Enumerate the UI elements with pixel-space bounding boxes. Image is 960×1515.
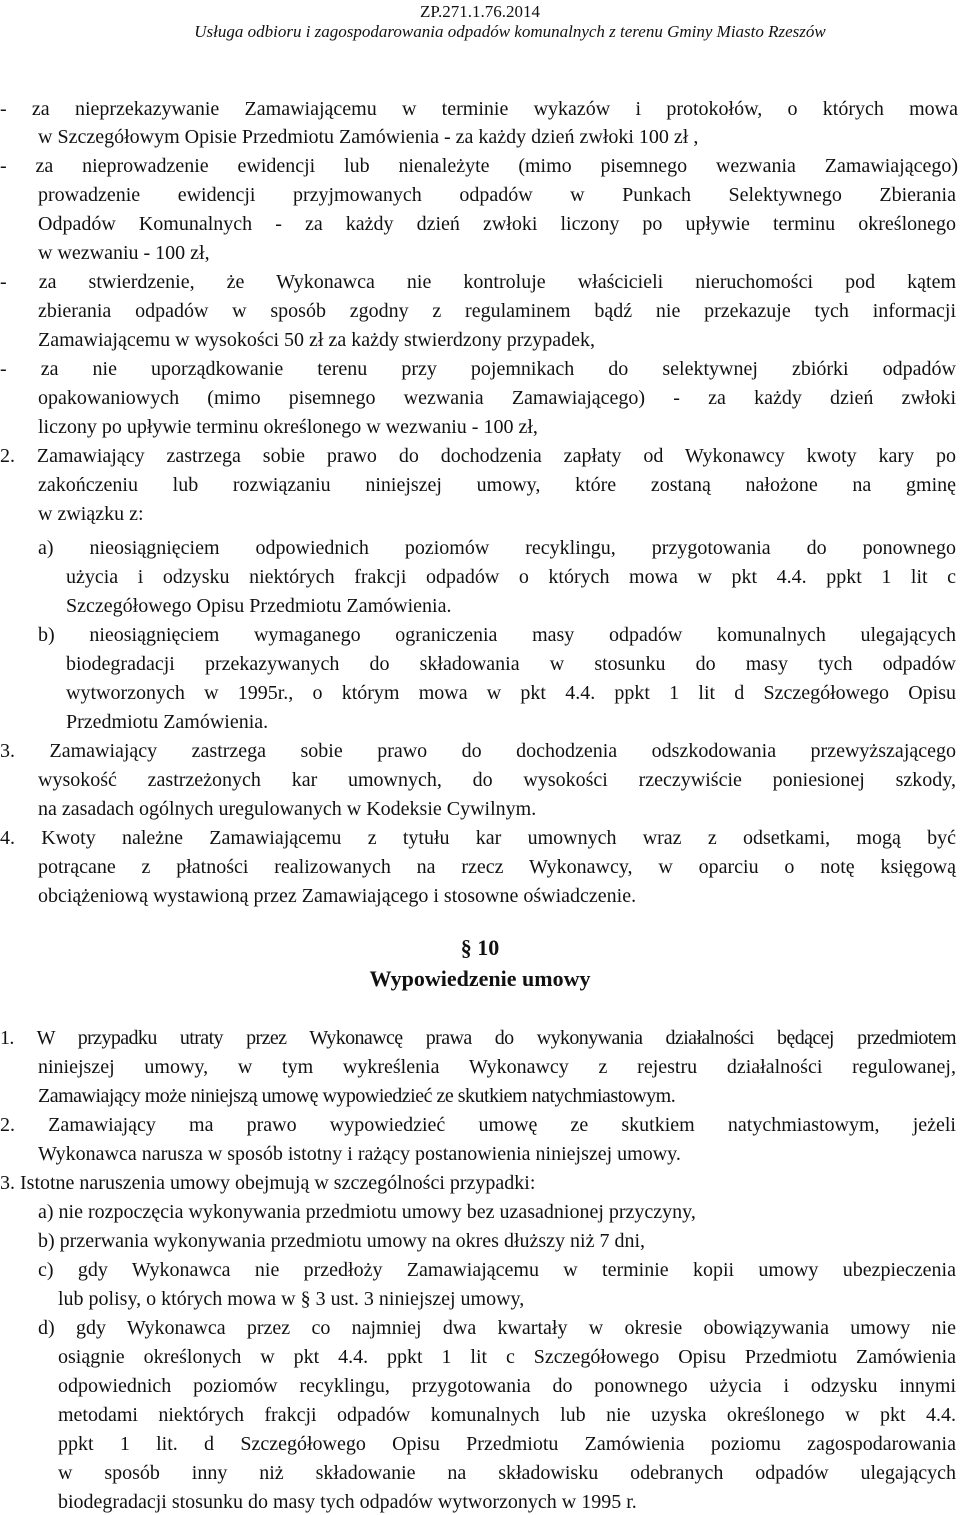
text-line: Przedmiotu Zamówienia. <box>66 711 269 733</box>
text-line: odpowiednich poziomów recyklingu, przygotowania do ponownego użycia i odzysku innymi <box>58 1375 956 1397</box>
text-line: biodegradacji stosunku do masy tych odpadów wytworzonych w 1995 r. <box>58 1491 637 1513</box>
document-reference: ZP.271.1.76.2014 <box>420 2 540 21</box>
text-line: d) gdy Wykonawca przez co najmniej dwa kwartały w okresie obowiązywania umowy nie <box>38 1317 956 1339</box>
text-line: w wezwaniu - 100 zł, <box>38 242 210 264</box>
text-line: Szczegółowego Opisu Przedmiotu Zamówienia. <box>66 595 452 617</box>
text-line: b) nieosiągnięciem wymaganego ograniczenia masy odpadów komunalnych ulegających <box>38 624 956 646</box>
text-line: - za nieprzekazywanie Zamawiającemu w terminie wykazów i protokołów, o których mowa <box>0 98 958 120</box>
page-header <box>0 0 960 44</box>
section-title: Wypowiedzenie umowy <box>369 966 591 991</box>
text-line: Odpadów Komunalnych - za każdy dzień zwłoki liczony po upływie terminu określonego <box>38 213 956 235</box>
text-line: wysokość zastrzeżonych kar umownych, do wysokości rzeczywiście poniesionej szkody, <box>38 769 956 791</box>
text-line: w związku z: <box>38 503 144 525</box>
text-line: a) nieosiągnięciem odpowiednich poziomów recyklingu, przygotowania do ponownego <box>38 537 956 559</box>
text-line: - za nieprowadzenie ewidencji lub nienależyte (mimo pisemnego wezwania Zamawiającego) <box>0 155 958 177</box>
text-line: 4. Kwoty należne Zamawiającemu z tytułu kar umownych wraz z odsetkami, mogą być <box>0 827 956 849</box>
text-line: niniejszej umowy, w tym wykreślenia Wykonawcy z rejestru działalności regulowanej, <box>38 1056 956 1078</box>
text-line: lub polisy, o których mowa w § 3 ust. 3 niniejszej umowy, <box>58 1288 525 1310</box>
text-line: użycia i odzysku niektórych frakcji odpadów o których mowa w pkt 4.4. ppkt 1 lit c <box>66 566 956 588</box>
text-line: biodegradacji przekazywanych do składowania w stosunku do masy tych odpadów <box>66 653 956 675</box>
text-line: osiągnie określonych w pkt 4.4. ppkt 1 lit c Szczegółowego Opisu Przedmiotu Zamówienia <box>58 1346 956 1368</box>
text-line: - za nie uporządkowanie terenu przy pojemnikach do selektywnej zbiórki odpadów <box>0 358 956 380</box>
text-line: obciążeniową wystawioną przez Zamawiającego i stosowne oświadczenie. <box>38 885 637 907</box>
document-subtitle: Usługa odbioru i zagospodarowania odpadów komunalnych z terenu Gminy Miasto Rzeszów <box>194 22 826 41</box>
text-line: - za stwierdzenie, że Wykonawca nie kontroluje właścicieli nieruchomości pod kątem <box>0 271 956 293</box>
text-line: zbierania odpadów w sposób zgodny z regulaminem bądź nie przekazuje tych informacji <box>38 300 956 322</box>
text-line: prowadzenie ewidencji przyjmowanych odpadów w Punkach Selektywnego Zbierania <box>38 184 956 206</box>
text-line: 2. Zamawiający ma prawo wypowiedzieć umowę ze skutkiem natychmiastowym, jeżeli <box>0 1114 956 1136</box>
text-line: 1. W przypadku utraty przez Wykonawcę prawa do wykonywania działalności będącej przedmiotem <box>0 1027 956 1049</box>
section-number: § 10 <box>460 935 500 960</box>
text-line: ppkt 1 lit. d Szczegółowego Opisu Przedmiotu Zamówienia poziomu zagospodarowania <box>58 1433 956 1455</box>
text-line: potrącane z płatności realizowanych na rzecz Wykonawcy, w oparciu o notę księgową <box>38 856 956 878</box>
text-line: a) nie rozpoczęcia wykonywania przedmiotu umowy bez uzasadnionej przyczyny, <box>38 1201 696 1223</box>
text-line: metodami niektórych frakcji odpadów komunalnych lub nie uzyska określonego w pkt 4.4. <box>58 1404 956 1426</box>
text-line: na zasadach ogólnych uregulowanych w Kodeksie Cywilnym. <box>38 798 537 820</box>
text-line: wytworzonych w 1995r., o którym mowa w pkt 4.4. ppkt 1 lit d Szczegółowego Opisu <box>66 682 956 704</box>
text-line: b) przerwania wykonywania przedmiotu umowy na okres dłuższy niż 7 dni, <box>38 1230 646 1252</box>
text-line: w sposób inny niż składowanie na składowisku odebranych odpadów ulegających <box>58 1462 956 1484</box>
text-line: Wykonawca narusza w sposób istotny i rażący postanowienia niniejszej umowy. <box>38 1143 681 1165</box>
text-line: 3. Istotne naruszenia umowy obejmują w szczególności przypadki: <box>0 1172 536 1194</box>
text-line: liczony po upływie terminu określonego w wezwaniu - 100 zł, <box>38 416 538 438</box>
text-line: w Szczegółowym Opisie Przedmiotu Zamówienia - za każdy dzień zwłoki 100 zł , <box>38 126 699 148</box>
text-line: Zamawiającemu w wysokości 50 zł za każdy stwierdzony przypadek, <box>38 329 596 351</box>
text-line: 3. Zamawiający zastrzega sobie prawo do dochodzenia odszkodowania przewyższającego <box>0 740 956 762</box>
text-line: c) gdy Wykonawca nie przedłoży Zamawiającemu w terminie kopii umowy ubezpieczenia <box>38 1259 956 1281</box>
text-line: 2. Zamawiający zastrzega sobie prawo do dochodzenia zapłaty od Wykonawcy kwoty kary po <box>0 445 956 467</box>
text-line: opakowaniowych (mimo pisemnego wezwania Zamawiającego) - za każdy dzień zwłoki <box>38 387 956 409</box>
text-line: Zamawiający może niniejszą umowę wypowiedzieć ze skutkiem natychmiastowym. <box>38 1085 676 1107</box>
text-line: zakończeniu lub rozwiązaniu niniejszej umowy, które zostaną nałożone na gminę <box>38 474 956 496</box>
